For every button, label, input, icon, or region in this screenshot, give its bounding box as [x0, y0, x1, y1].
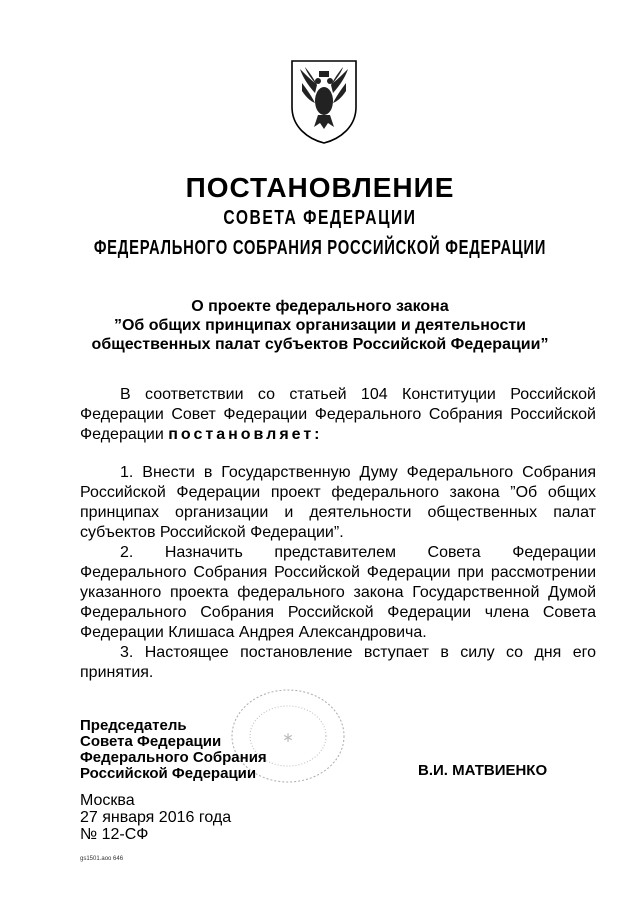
- signer-title-line: Российской Федерации: [80, 765, 257, 782]
- signer-title: [80, 718, 267, 782]
- subject-line: общественных палат субъектов Российской Федерации”: [91, 336, 549, 353]
- place-and-date: [80, 792, 231, 843]
- signer-title-line: Совета Федерации: [80, 733, 222, 750]
- city: Москва: [80, 792, 135, 809]
- signer-title-line: Федерального Собрания: [80, 749, 267, 766]
- preamble-text: В соответствии со статьей 104 Конституции Российской Федерации Совет Федерации Федерального Собрания Российской Федерации: [80, 386, 596, 443]
- date: 27 января 2016 года: [80, 809, 232, 826]
- resolution-item: 1. Внести в Государственную Думу Федерального Собрания Российской Федерации проект федерального закона ”Об общих принципах организации и деятельности общественных палат субъектов Российской Федерации”.: [80, 464, 596, 541]
- issuer-line: СОВЕТА ФЕДЕРАЦИИ: [223, 207, 417, 229]
- footer-code: gs1501.aoo 646: [80, 856, 124, 862]
- signer-name: В.И. МАТВИЕНКО: [418, 762, 548, 779]
- subject-line: О проекте федерального закона: [191, 298, 449, 315]
- svg-text:∗: ∗: [282, 730, 294, 746]
- preamble-paragraph: [80, 385, 596, 445]
- document-title: ПОСТАНОВЛЕНИЕ: [185, 172, 455, 203]
- resolution-item: 2. Назначить представителем Совета Федерации Федерального Собрания Российской Федерации при рассмотрении указанного проекта федерального закона Государственной Думой Федерального Собрания Российской Федерации члена Совета Федерации Клишаса Андрея Александровича.: [80, 544, 596, 641]
- preamble: [80, 385, 596, 445]
- subject-line: ”Об общих принципах организации и деятельности: [113, 317, 527, 334]
- preamble-emphasis: постановляет:: [168, 426, 323, 443]
- signer-title-line: Председатель: [80, 717, 187, 734]
- document-number: № 12-СФ: [80, 826, 149, 843]
- document-subject: [80, 297, 560, 354]
- resolution-item: 3. Настоящее постановление вступает в силу со дня его принятия.: [80, 644, 596, 681]
- resolution-items: [80, 463, 596, 683]
- coat-of-arms-emblem-icon: [288, 57, 360, 145]
- issuer-line-full: ФЕДЕРАЛЬНОГО СОБРАНИЯ РОССИЙСКОЙ ФЕДЕРАЦИИ: [93, 237, 547, 259]
